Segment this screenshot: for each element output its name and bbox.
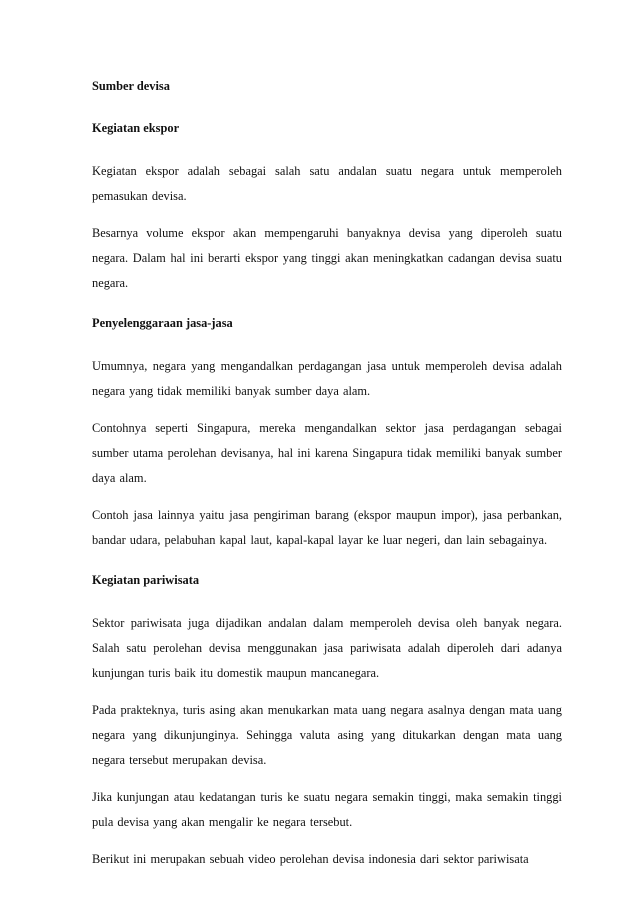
document-page bbox=[92, 75, 562, 884]
paragraph: Pada prakteknya, turis asing akan menukarkan mata uang negara asalnya dengan mata uang negara yang dikunjunginya. Sehingga valuta asing yang ditukarkan dengan mata uang negara tersebut merupakan devisa. bbox=[92, 703, 562, 767]
paragraph: Sektor pariwisata juga dijadikan andalan dalam memperoleh devisa oleh banyak negara. Salah satu perolehan devisa menggunakan jasa pariwisata adalah diperoleh dari adanya kunjungan turis baik itu domestik maupun mancanegara. bbox=[92, 616, 562, 680]
paragraph: Berikut ini merupakan sebuah video perolehan devisa indonesia dari sektor pariwisata bbox=[92, 852, 529, 866]
paragraph: Jika kunjungan atau kedatangan turis ke suatu negara semakin tinggi, maka semakin tinggi pula devisa yang akan mengalir ke negara tersebut. bbox=[92, 790, 562, 829]
section-heading-pariwisata: Kegiatan pariwisata bbox=[92, 573, 200, 587]
paragraph: Besarnya volume ekspor akan mempengaruhi banyaknya devisa yang diperoleh suatu negara. Dalam hal ini berarti ekspor yang tinggi akan meningkatkan cadangan devisa suatu negara. bbox=[92, 226, 562, 290]
paragraph: Contohnya seperti Singapura, mereka mengandalkan sektor jasa perdagangan sebagai sumber utama perolehan devisanya, hal ini karena Singapura tidak memiliki banyak sumber daya alam. bbox=[92, 421, 562, 485]
document-title: Sumber devisa bbox=[92, 79, 170, 93]
section-heading-ekspor: Kegiatan ekspor bbox=[92, 121, 180, 135]
section-heading-jasa: Penyelenggaraan jasa-jasa bbox=[92, 316, 233, 330]
paragraph: Contoh jasa lainnya yaitu jasa pengiriman barang (ekspor maupun impor), jasa perbankan, bandar udara, pelabuhan kapal laut, kapal-kapal layar ke luar negeri, dan lain sebagainya. bbox=[92, 508, 562, 547]
paragraph: Umumnya, negara yang mengandalkan perdagangan jasa untuk memperoleh devisa adalah negara yang tidak memiliki banyak sumber daya alam. bbox=[92, 359, 562, 398]
paragraph: Kegiatan ekspor adalah sebagai salah satu andalan suatu negara untuk memperoleh pemasukan devisa. bbox=[92, 164, 562, 203]
